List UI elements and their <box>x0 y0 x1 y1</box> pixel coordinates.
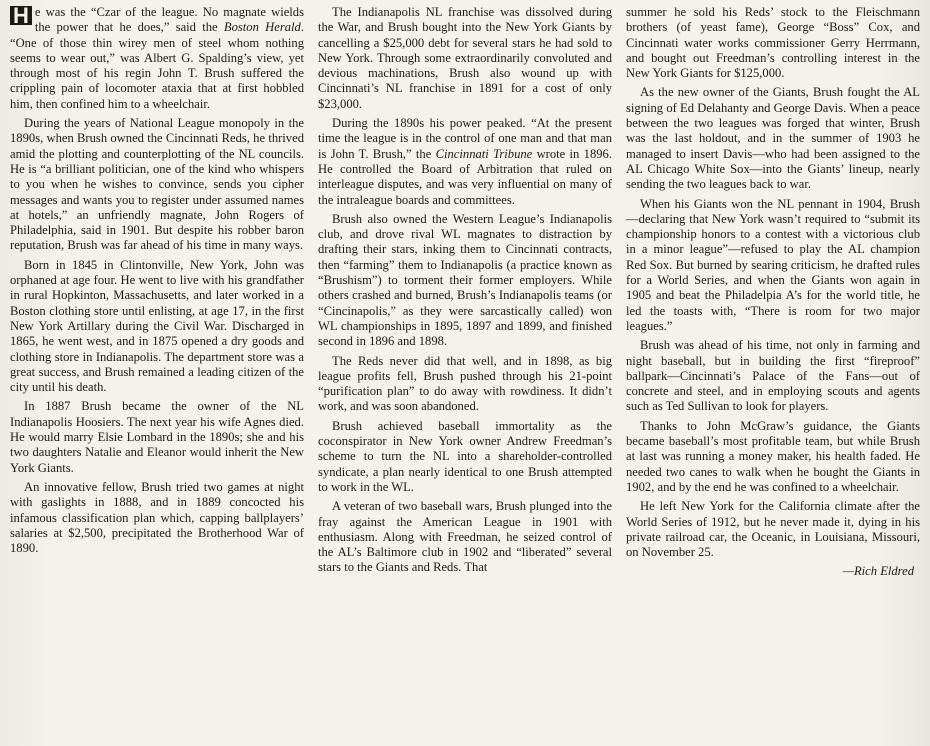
paragraph-3: Born in 1845 in Clintonville, New York, John was orphaned at age four. He went to live with his grandfather in rural Hopkinton, Massachusetts, and later worked in a Boston clothing store until enlisting, at age 17, in the first New York Artillary during the Civil War. Discharged in 1865, he went west, and in 1875 opened a dry goods and clothing store in Indianapolis. The department store was a great success, and Brush remained a leading citizen of the city until his death. <box>10 257 304 395</box>
paragraph-14: Brush was ahead of his time, not only in farming and night baseball, but in building the first “fireproof” ballpark—Cincinnati’s Palace of the Fans—out of concrete and steel, and in employing scouts and agents such as Ted Sullivan to look for players. <box>626 338 920 414</box>
paragraph-4: In 1887 Brush became the owner of the NL Indianapolis Hoosiers. The next year his wife Agnes died. He would marry Elsie Lombard in the 1890s; she and his two daughters Natalie and Eleanor would inherit the New York Giants. <box>10 399 304 475</box>
author-signature: —Rich Eldred <box>842 564 914 579</box>
paragraph-12: As the new owner of the Giants, Brush fought the AL signing of Ed Delahanty and George Davis. When a peace between the two leagues was forged that winter, Brush was the last holdout, and in the summer of 1903 he managed to insert Davis—who had been assigned to the AL Chicago White Sox—into the Giants’ lineup, nearly sending the two leagues back to war. <box>626 85 920 192</box>
paragraph-15: Thanks to John McGraw’s guidance, the Giants became baseball’s most profitable team, but while Brush at last was running a money maker, his health faded. He needed two canes to walk when he bought the Giants in 1902, and by the end he was confined to a wheelchair. <box>626 418 920 494</box>
paragraph-1: H e was the “Czar of the league. No magnate wields the power that he does,” said the Boston Herald. “One of those thin wirey men of steel whom nothing seems to wear out,” was Albert G. Spalding’s view, yet through most of his regin John T. Brush suffered the crippling pain of locomoter ataxia that at first hobbled him, then confined him to a wheelchair. <box>10 3 304 111</box>
paragraph-6: The Indianapolis NL franchise was dissolved during the War, and Brush bought into the New York Giants by cancelling a $25,000 debt for several stars he had sold to New York. Through some extraordinarily convoluted and devious machinations, Brush also wound up with Cincinnati’s NL franchise in 1891 for a cost of only $23,000. <box>318 5 612 111</box>
drop-cap: H <box>10 6 32 25</box>
paragraph-2: During the years of National League monopoly in the 1890s, when Brush owned the Cincinnati Reds, he thrived amid the plotting and counterplotting of the NL councils. He is “a brilliant politician, one of the kind who whispers to you when he wishes to convince, sends you cipher messages and wants you to register under assumed names at hotels,” an unfriendly magnate, John Rogers of Philadelphia, said in 1901. But despite his robber baron reputation, Brush was far ahead of his time in many ways. <box>10 116 304 253</box>
paragraph-10: Brush achieved baseball immortality as the coconspirator in New York owner Andrew Freedman’s scheme to turn the NL into a shareholder-controlled syndicate, a plan nearly identical to one Brush attempted to work in the WL. <box>318 418 612 494</box>
column-2 <box>318 5 612 746</box>
column-3 <box>626 5 920 746</box>
paragraph-13: When his Giants won the NL pennant in 1904, Brush—declaring that New York wasn’t required to “submit its championship honors to a contest with a victorious club in a minor league”—refused to play the AL champion Red Sox. But burned by searing criticism, he drafted rules for a World Series, and when the Giants won again in 1905 and beat the Philadelpia A’s for the world title, he led the toasts with, “There is room for two major leagues.” <box>626 196 920 333</box>
paragraph-5: An innovative fellow, Brush tried two games at night with gaslights in 1888, and in 1889 concocted his infamous classification plan which, capping ballplayers’ salaries at $2,500, precipitated the Brotherhood War of 1890. <box>10 479 304 556</box>
paragraph-8: Brush also owned the Western League’s Indianapolis club, and drove rival WL magnates to distraction by drafting their stars, inking them to Cincinnati contracts, then “farming” them to Indianapolis (a practice known as “Brushism”) to torment their former employers. While others crashed and burned, Brush’s Indianapolis teams (or “Cincinapolis,” as they were sarcastically called) won WL championships in 1895, 1897 and 1899, and finished second in 1896 and 1898. <box>318 211 612 349</box>
paragraph-7: During the 1890s his power peaked. “At the present time the league is in the control of one man and that man is John T. Brush,” the Cincinnati Tribune wrote in 1896. He controlled the Board of Arbitration that ruled on interleague disputes, and was very influential on many of the intraleague boards and committees. <box>318 116 612 207</box>
column-1 <box>10 5 304 746</box>
paragraph-11: A veteran of two baseball wars, Brush plunged into the fray against the American League in 1901 with enthusiasm. Along with Freedman, he seized control of the AL’s Baltimore club in 1902 and “liberated” several stars to the Giants and Reds. That <box>318 499 612 575</box>
paragraph-16: He left New York for the California climate after the World Series of 1912, but he never made it, dying in his private railroad car, the Oceanic, in Louisiana, Missouri, on November 25. <box>626 499 920 560</box>
paragraph-9: The Reds never did that well, and in 1898, as big league profits fell, Brush pushed through his 21-point “purification plan” to do away with rowdiness. It didn’t work, and was soon abandoned. <box>318 353 612 414</box>
paragraph-11-continued: summer he sold his Reds’ stock to the Fleischmann brothers (of yeast fame), George “Boss” Cox, and Cincinnati water works commissioner Gerry Herrmann, and bought out Freedman’s controlling interest in the New York Giants for $125,000. <box>626 5 920 81</box>
